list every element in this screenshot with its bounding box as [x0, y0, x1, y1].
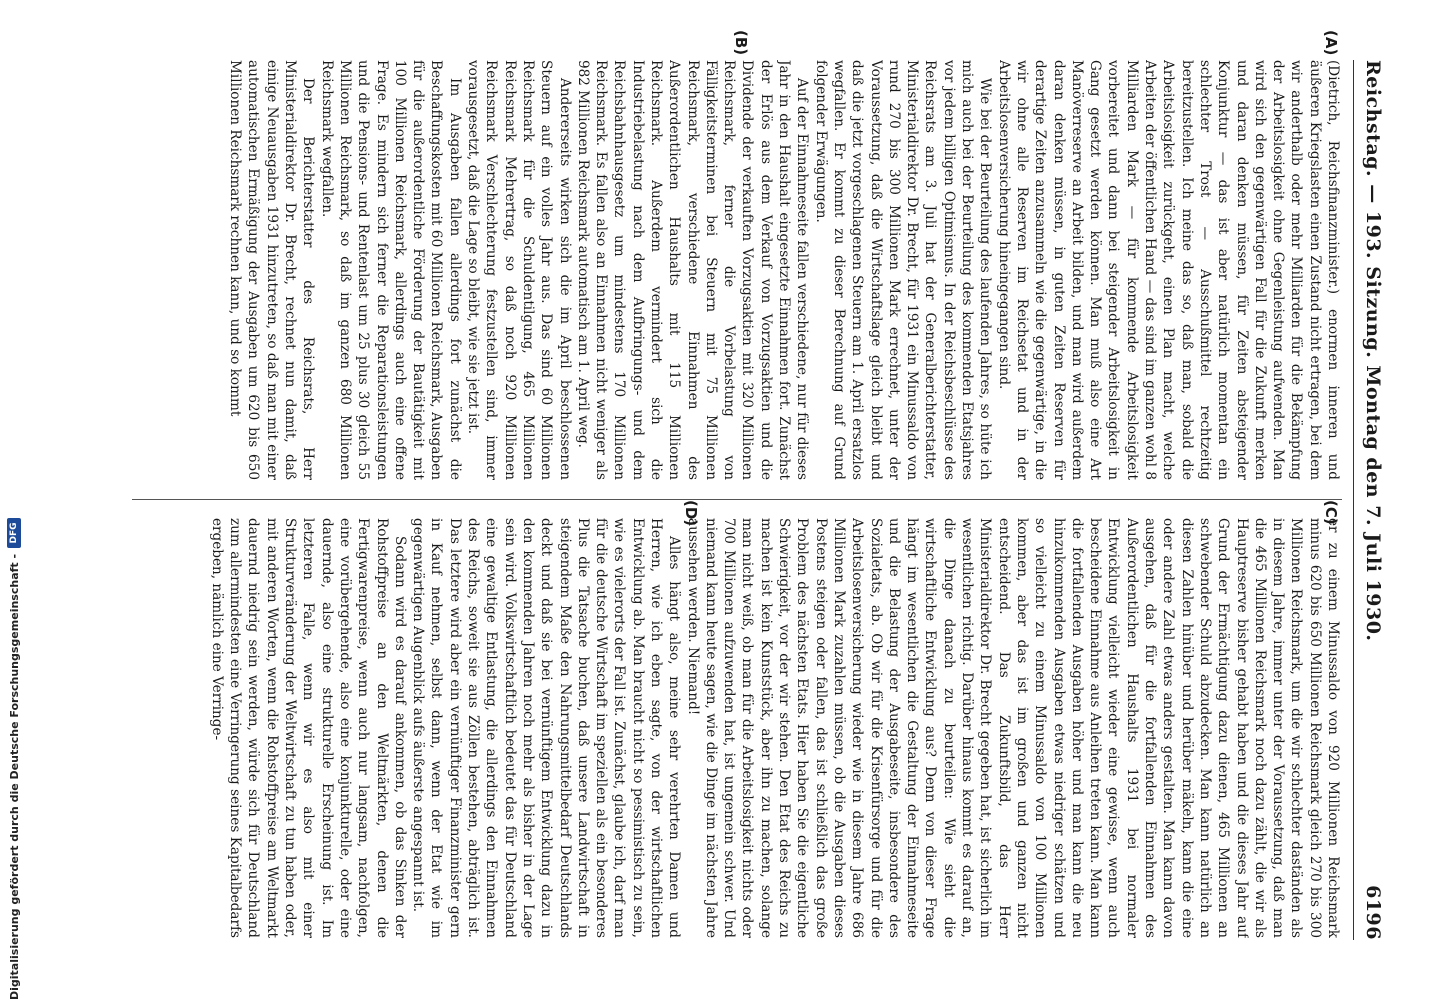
digitization-footer: [4, 0, 24, 1000]
paragraph: Alles hängt also, meine sehr verehrten Damen und Herren, wie ich eben sagte, von der wirtschaftlichen Entwicklung ab. Man braucht nicht so pessimistisch zu sein, wie es vielerorts der Fall ist. Zunächst, glaube ich, darf man für die deutsche Wirtschaft im speziellen als ein besonderes Plus die Tatsache buchen, daß unsere Landwirtschaft in steigendem Maße den Nahrungsmittelbedarf Deutschlands deckt und daß sie bei vernünftigem Entwicklung dazu in den kommenden Jahren noch mehr als bisher in der Lage sein wird. Volkswirtschaftlich bedeutet das für Deutschland eine gewaltige Entlastung, die allerdings den Einnahmen des Reichs, soweit sie aus Zöllen bestehen, abträglich ist. Das letztere wird aber ein vernünftiger Finanzminister gern in Kauf nehmen, selbst dann, wenn der Etat wie im gegenwärtigen Augenblick aufs äußerste angespannt ist.: [410, 518, 683, 938]
paragraph: Der Berichterstatter des Reichsrats, Herr Ministerialdirektor Dr. Brecht, rechnet nun damit, daß einige Neuausgaben 1931 hinzutreten, so daß man mit einer automatischen Ermäßigung der Ausgaben um 620 bis 650 Millionen Reichsmark rechnen kann, und so kommt: [227, 60, 317, 480]
column-left-text: [132, 60, 1342, 480]
dfg-logo-icon: DFG: [7, 518, 21, 548]
paragraph: (Dietrich, Reichsfinanzminister.) enormen inneren und äußeren Kriegslasten einen Zustand nicht ertragen, bei dem wir anderthalb oder mehr Milliarden für die Bekämpfung der Arbeitslosigkeit ohne Gegenleistung aufwenden. Man wird sich den gegenwärtigen Fall für die Zukunft merken und daran denken müssen, für Zeiten absteigender Konjunktur — das ist aber natürlich momentan ein schlechter Trost — Ausschußmittel rechtzeitig bereitzustellen. Ich meine das so, daß man, sobald die Arbeitslosigkeit zurückgeht, einen Plan macht, welche Arbeiten der öffentlichen Hand — das sind im ganzen wohl 8 Milliarden Mark — für kommende Arbeitslosigkeit vorbereitet und dann bei steigender Arbeitslosigkeit in Gang gesetzt werden können. Man muß also eine Art Manöverreserve an Arbeit bilden, und man wird außerdem daran denken müssen, in guten Zeiten Reserven für derartige Zeiten anzusammeln wie die gegenwärtige, in die wir ohne alle Reserven im Reichsetat und in der Arbeitslosenversicherung hineingegangen sind.: [995, 60, 1341, 480]
margin-marker-d: (D): [682, 500, 700, 527]
paragraph: Wie bei der Beurteilung des laufenden Jahres, so hüte ich mich auch bei der Beurteilung des kommenden Etatsjahres vor jedem billigen Optimismus. In der Reichsbeschlüsse des Reichsrats am 3. Juli hat der Generalberichterstatter, Ministerialdirektor Dr. Brecht, für 1931 ein Minussaldo von rund 270 bis 300 Millionen Mark errechnet, unter der Voraussetzung, daß die Wirtschaftslage gleich bleibt und daß die jetzt vorgeschlagenen Steuern am 1. April ersatzlos wegfallen. Er kommt zu dieser Berechnung auf Grund folgender Erwägungen.: [812, 60, 994, 480]
paragraph: er zu einem Minussaldo von 920 Millionen Reichsmark minus 620 bis 650 Millionen Reichsmark gleich 270 bis 300 Millionen Reichsmark, um die wir schlechter daständen als in diesem Jahre, immer unter der Voraussetzung, daß man die 465 Millionen Reichsmark noch dazu zählt, die wir als Hauptreserve bisher gehabt haben und die dieses Jahr auf Grund der Ermächtigung dazu dienen, 465 Millionen an schwebender Schuld abzudecken. Man kann natürlich an diesen Zahlen hinüber und herüber mäkeln, kann die eine oder andere Zahl etwas anders gestalten. Man kann davon ausgehen, daß für die fortfallenden Einnahmen des Außerordentlichen Haushalts 1931 bei normaler Entwicklung vielleicht wieder eine gewisse, wenn auch bescheidene Einnahme aus Anleihen treten kann. Man kann die fortfallenden Ausgaben höher und man kann die neu hinzukommenden Ausgaben etwas niedriger schätzen und so vielleicht zu einem Minussaldo von 100 Millionen kommen, aber das ist im großen und ganzen nicht entscheidend. Das Zukunftsbild, das Herr Ministerialdirektor Dr. Brecht gegeben hat, ist sicherlich im wesentlichen richtig. Darüber hinaus kommt es darauf an, die Dinge danach zu beurteilen: Wie sieht die wirtschaftliche Entwicklung aus? Denn von dieser Frage hängt im wesentlichen die Gestaltung der Einnahmeseite und die Belastung der Ausgabeseite, insbesondere des Sozialetats, ab. Ob wir für die Krisenfürsorge und für die Arbeitslosenversicherung wieder wie in diesem Jahre 686 Millionen Mark zuzahlen müssen, ob die Ausgaben dieses Postens steigen oder fallen, das ist schließlich das große Problem des nächsten Etats. Hier haben Sie die eigentliche Schwierigkeit, vor der wir stehen. Den Etat des Reichs zu machen ist kein Kunststück, aber ihn zu machen, solange man nicht weiß, ob man für die Arbeitslosigkeit nichts oder 700 Millionen aufzuwenden hat, ist ungemein schwer. Und niemand kann heute sagen, wie die Dinge im nächsten Jahre aussehen werden. Niemand!: [684, 518, 1341, 938]
margin-marker-b: (B): [732, 30, 750, 56]
page-header: [1356, 60, 1390, 940]
paragraph: Sodann wird es darauf ankommen, ob das Sinken der Rohstoffpreise an den Weltmärkten, denen die Fertigwarenpreise, wenn auch nur langsam, nachfolgen, eine vorübergehende, also eine konjunkturelle, oder eine dauernde, also eine strukturelle Erscheinung ist. Im letzteren Falle, wenn wir es also mit einer Strukturveränderung der Weltwirtschaft zu tun haben oder, mit anderen Worten, wenn die Rohstoffpreise am Weltmarkt dauernd niedrig sein werden, würde sich für Deutschland zum allermindesten eine Verringerung seines Kapitalbedarfs ergeben, nämlich eine Verringe-: [208, 518, 408, 938]
footer-text: Digitalisierung gefördert durch die Deutsche Forschungsgemeinschaft -: [7, 553, 21, 1000]
column-right-text: [132, 518, 1342, 938]
header-rule: [1353, 60, 1354, 940]
paragraph: Andererseits wirken sich die im April beschlossenen Steuern auf ein volles Jahr aus. Das sind 60 Millionen Reichsmark für die Schuldentilgung, 465 Millionen Reichsmark Mehrertrag, so daß noch 920 Millionen Reichsmark Verschlechterung festzustellen sind, immer vorausgesetzt, daß die Lage so bleibt, wie sie jetzt ist.: [465, 60, 573, 480]
rotated-page: [120, 30, 1390, 940]
margin-marker-a: (A): [1322, 30, 1340, 56]
header-page-number: 6196: [1362, 885, 1384, 940]
column-divider: [132, 499, 1342, 500]
margin-marker-c: (C): [1322, 500, 1340, 525]
paragraph: Im Ausgaben fallen allerdings fort zunächst die Beschaffungskosten mit 60 Millionen Reichsmark, Ausgaben für die außerordentliche Förderung der Bautätigkeit mit 100 Millionen Reichsmark, allerdings auch eine offene Frage. Es mindern sich ferner die Reparationsleistungen und die Pensions- und Rentenlast um 25 plus 30 gleich 55 Millionen Reichsmark, so daß im ganzen 680 Millionen Reichsmark wegfallen.: [318, 60, 463, 480]
header-running-title: Reichstag. — 193. Sitzung. Montag den 7. Juli 1930.: [1362, 60, 1384, 642]
paragraph: Auf der Einnahmeseite fallen verschiedene, nur für dieses Jahr in den Haushalt eingesetzte Einnahmen fort. Zunächst der Erlös aus dem Verkauf von Vorzugsaktien und die Dividende der verkauften Vorzugsaktien mit 320 Millionen Reichsmark, ferner die Vorbelastung von Fälligkeitsterminen bei Steuern mit 75 Millionen Reichsmark, verschiedene Einnahmen des Außerordentlichen Haushalts mit 115 Millionen Reichsmark. Außerdem vermindert sich die Industriebelastung nach dem Aufbringungs- und dem Reichsbahnhausgesetz um mindestens 170 Millionen Reichsmark. Es fallen also an Einnahmen nicht weniger als 982 Millionen Reichsmark automatisch am 1. April weg.: [574, 60, 811, 480]
